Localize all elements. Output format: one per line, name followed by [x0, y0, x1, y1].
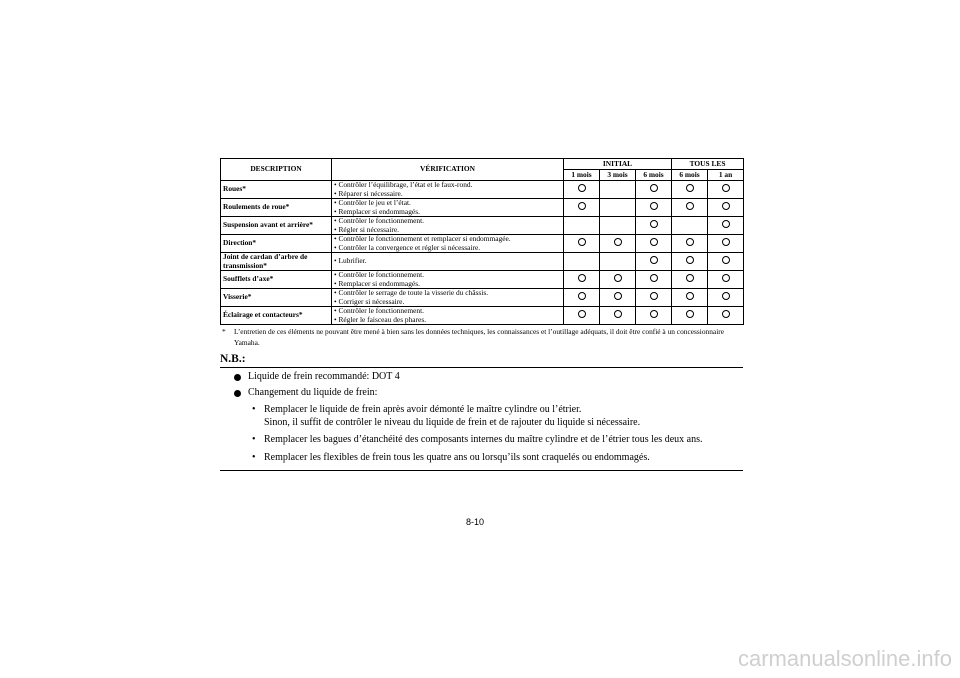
check-item	[334, 280, 563, 289]
interval-cell	[564, 307, 600, 325]
row-description: Visserie*	[221, 289, 332, 307]
circle-icon	[650, 202, 658, 210]
table-row	[221, 307, 744, 325]
bullet-icon: •	[334, 242, 339, 252]
footnote-text: L’entretien de ces éléments ne pouvant être mené à bien sans les données techniques, les connaissances et l’outillage adéquats, il doit être confié à un concessionnaire Yamaha.	[234, 327, 725, 348]
circle-icon	[650, 274, 658, 282]
interval-cell	[600, 289, 636, 307]
row-verification	[332, 199, 564, 217]
interval-cell	[564, 253, 600, 271]
circle-icon	[614, 238, 622, 246]
bullet-icon: •	[334, 180, 339, 189]
check-text: Régler le faisceau des phares.	[338, 314, 427, 324]
interval-cell	[564, 235, 600, 253]
check-item	[334, 257, 563, 266]
check-text: Remplacer si endommagés.	[338, 206, 420, 216]
table-row	[221, 289, 744, 307]
interval-cell	[708, 307, 744, 325]
check-item	[334, 208, 563, 217]
check-text: Lubrifier.	[338, 256, 367, 266]
circle-icon	[578, 274, 586, 282]
bullet-icon: •	[334, 198, 339, 208]
circle-icon	[722, 310, 730, 318]
check-item	[334, 316, 563, 325]
interval-cell	[636, 181, 672, 199]
check-item	[334, 226, 563, 235]
table-row	[221, 235, 744, 253]
note-subitem	[220, 404, 743, 429]
circle-icon	[578, 184, 586, 192]
note-item	[220, 387, 743, 400]
row-verification	[332, 217, 564, 235]
row-verification	[332, 289, 564, 307]
circle-icon	[650, 238, 658, 246]
bullet-icon: •	[334, 224, 339, 234]
bullet-icon: •	[334, 206, 339, 216]
interval-cell	[636, 235, 672, 253]
bullet-icon: •	[334, 314, 339, 324]
interval-cell	[672, 307, 708, 325]
check-text: Contrôler le jeu et l’état.	[338, 198, 411, 208]
circle-icon	[686, 274, 694, 282]
circle-icon	[686, 310, 694, 318]
circle-icon	[686, 238, 694, 246]
circle-icon	[614, 292, 622, 300]
row-description: Soufflets d’axe*	[221, 271, 332, 289]
interval-cell	[600, 307, 636, 325]
circle-icon	[650, 256, 658, 264]
check-text: Contrôler le fonctionnement.	[338, 216, 425, 226]
header-period: 6 mois	[636, 170, 672, 181]
header-verification: VÉRIFICATION	[332, 159, 564, 181]
bullet-icon: •	[334, 278, 339, 288]
interval-cell	[672, 199, 708, 217]
note-subitem-text: Remplacer les flexibles de frein tous les quatre ans ou lorsqu’ils sont craquelés ou endommagés.	[264, 451, 650, 463]
circle-icon	[722, 202, 730, 210]
check-text: Contrôler le fonctionnement.	[338, 306, 425, 316]
interval-cell	[636, 271, 672, 289]
circle-icon	[614, 310, 622, 318]
row-description: Direction*	[221, 235, 332, 253]
header-period: 1 mois	[564, 170, 600, 181]
check-text: Contrôler le fonctionnement et remplacer si endommagée.	[338, 234, 511, 244]
bullet-icon: •	[334, 288, 339, 298]
bullet-icon: •	[334, 234, 339, 244]
check-item	[334, 298, 563, 307]
table-row	[221, 181, 744, 199]
interval-cell	[600, 217, 636, 235]
header-initial: INITIAL	[564, 159, 672, 170]
row-description: Roulements de roue*	[221, 199, 332, 217]
bullet-icon: •	[334, 296, 339, 306]
header-tous-les: TOUS LES	[672, 159, 744, 170]
row-verification	[332, 235, 564, 253]
circle-icon	[650, 292, 658, 300]
interval-cell	[672, 235, 708, 253]
watermark: carmanualsonline.info	[737, 646, 952, 671]
interval-cell	[708, 235, 744, 253]
circle-icon	[686, 292, 694, 300]
table-row	[221, 271, 744, 289]
interval-cell	[708, 253, 744, 271]
bullet-icon: •	[334, 270, 339, 280]
circle-icon	[722, 256, 730, 264]
circle-icon	[686, 202, 694, 210]
row-description: Roues*	[221, 181, 332, 199]
circle-icon	[650, 310, 658, 318]
circle-icon	[650, 220, 658, 228]
interval-cell	[672, 271, 708, 289]
check-text: Régler si nécessaire.	[338, 224, 399, 234]
bullet-icon: •	[334, 188, 339, 198]
interval-cell	[600, 181, 636, 199]
interval-cell	[636, 253, 672, 271]
interval-cell	[672, 289, 708, 307]
interval-cell	[636, 289, 672, 307]
table-body	[221, 181, 744, 325]
circle-icon	[722, 274, 730, 282]
circle-icon	[578, 202, 586, 210]
row-verification	[332, 253, 564, 271]
bullet-icon: •	[334, 256, 339, 266]
circle-icon	[722, 220, 730, 228]
interval-cell	[600, 199, 636, 217]
check-text: Réparer si nécessaire.	[338, 188, 403, 198]
interval-cell	[636, 307, 672, 325]
bullet-dot-icon	[234, 374, 241, 381]
check-text: Corriger si nécessaire.	[338, 296, 405, 306]
table-row	[221, 253, 744, 271]
table-row	[221, 199, 744, 217]
circle-icon	[614, 274, 622, 282]
note-text: Liquide de frein recommandé: DOT 4	[248, 371, 400, 383]
row-description: Éclairage et contacteurs*	[221, 307, 332, 325]
maintenance-sheet	[220, 158, 743, 471]
row-description: Joint de cardan d’arbre de transmission*	[221, 253, 332, 271]
check-text: Contrôler le fonctionnement.	[338, 270, 425, 280]
note-subitem-text: Sinon, il suffit de contrôler le niveau du liquide de frein et de rajouter du liquide si nécessaire.	[264, 416, 641, 428]
interval-cell	[672, 253, 708, 271]
interval-cell	[564, 181, 600, 199]
header-period: 1 an	[708, 170, 744, 181]
interval-cell	[600, 235, 636, 253]
footnote	[220, 326, 743, 348]
note-body	[220, 371, 743, 471]
bullet-icon: •	[252, 434, 256, 446]
bullet-icon: •	[334, 306, 339, 316]
check-text: Contrôler le serrage de toute la visserie du châssis.	[338, 288, 489, 298]
circle-icon	[650, 184, 658, 192]
header-period: 3 mois	[600, 170, 636, 181]
interval-cell	[708, 289, 744, 307]
interval-cell	[708, 271, 744, 289]
note-subitem	[220, 434, 743, 447]
row-verification	[332, 181, 564, 199]
interval-cell	[564, 199, 600, 217]
interval-cell	[708, 181, 744, 199]
circle-icon	[578, 292, 586, 300]
circle-icon	[686, 256, 694, 264]
row-description: Suspension avant et arrière*	[221, 217, 332, 235]
circle-icon	[722, 292, 730, 300]
interval-cell	[708, 217, 744, 235]
row-verification	[332, 307, 564, 325]
footnote-star: *	[222, 327, 226, 337]
circle-icon	[686, 184, 694, 192]
check-text: Contrôler la convergence et régler si nécessaire.	[338, 242, 481, 252]
check-text: Contrôler l’équilibrage, l’état et le faux-rond.	[338, 180, 473, 189]
maintenance-table	[220, 158, 744, 325]
bullet-dot-icon	[234, 390, 241, 397]
note-subitem	[220, 452, 743, 465]
note-heading: N.B.:	[220, 352, 743, 368]
circle-icon	[722, 238, 730, 246]
note-text: Changement du liquide de frein:	[248, 386, 378, 398]
check-item	[334, 190, 563, 199]
interval-cell	[564, 271, 600, 289]
interval-cell	[600, 253, 636, 271]
circle-icon	[722, 184, 730, 192]
header-description: DESCRIPTION	[221, 159, 332, 181]
header-period: 6 mois	[672, 170, 708, 181]
interval-cell	[636, 217, 672, 235]
table-row	[221, 217, 744, 235]
page-number: 8-10	[466, 517, 485, 527]
circle-icon	[578, 310, 586, 318]
bullet-icon: •	[334, 216, 339, 226]
interval-cell	[564, 289, 600, 307]
bullet-icon: •	[252, 404, 256, 416]
note-subitem-text: Remplacer les bagues d’étanchéité des composants internes du maître cylindre et de l’étrier tous les deux ans.	[264, 434, 703, 446]
check-item	[334, 244, 563, 253]
interval-cell	[672, 181, 708, 199]
interval-cell	[636, 199, 672, 217]
row-verification	[332, 271, 564, 289]
interval-cell	[600, 271, 636, 289]
circle-icon	[578, 238, 586, 246]
interval-cell	[708, 199, 744, 217]
check-text: Remplacer si endommagés.	[338, 278, 420, 288]
interval-cell	[564, 217, 600, 235]
bullet-icon: •	[252, 451, 256, 463]
interval-cell	[672, 217, 708, 235]
note-subitem-text: Remplacer le liquide de frein après avoir démonté le maître cylindre ou l’étrier.	[264, 404, 582, 416]
note-item	[220, 371, 743, 384]
